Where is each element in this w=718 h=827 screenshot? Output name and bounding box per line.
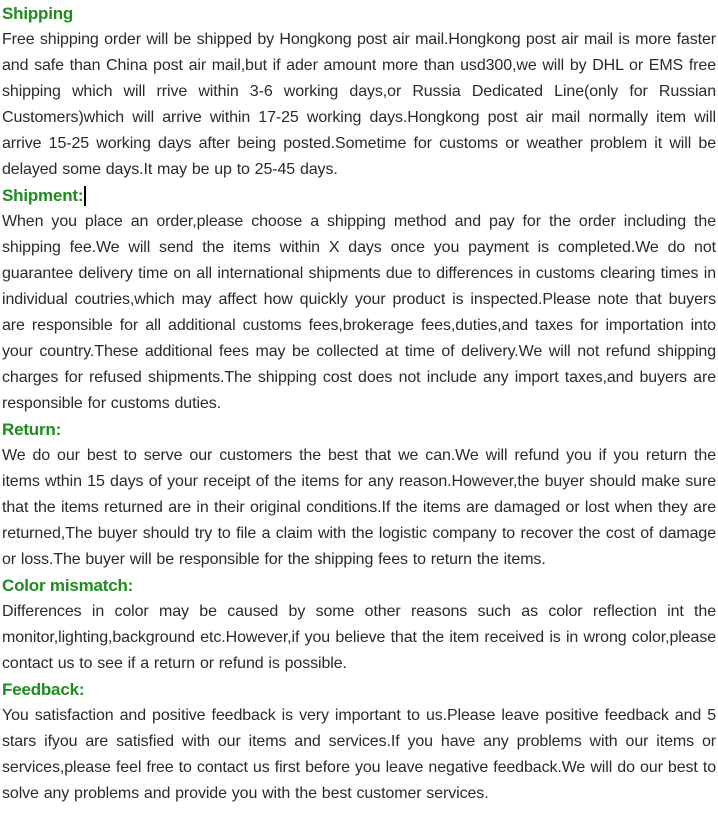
- section-shipment: [2, 183, 716, 417]
- section-heading-color-mismatch: Color mismatch:: [2, 576, 134, 595]
- text-cursor: [84, 186, 86, 206]
- section-shipping: [2, 1, 716, 183]
- section-paragraph-shipping: Free shipping order will be shipped by Hongkong post air mail.Hongkong post air mail is more faster and safe than China post air mail,but if ader amount more than usd300,we will by DHL or EMS free shipping which will rrive within 3-6 working days,or Russia Dedicated Line(only for Russian Customers)which will arrive within 17-25 working days.Hongkong post air mail normally item will arrive 15-25 working days after being posted.Sometime for customs or weather problem it will be delayed some days.It may be up to 25-45 days.: [2, 31, 716, 178]
- section-feedback: [2, 677, 716, 807]
- section-heading-row-feedback: [2, 677, 716, 703]
- section-paragraph-shipment: When you place an order,please choose a shipping method and pay for the order including the shipping fee.We will send the items within X days once you payment is completed.We do not guarantee delivery time on all international shipments due to differences in customs clearing times in individual coutries,which may affect how quickly your product is inspected.Please note that buyers are responsible for all additional customs fees,brokerage fees,duties,and taxes for importation into your country.These additional fees may be collected at time of delivery.We will not refund shipping charges for refused shipments.The shipping cost does not include any import taxes,and buyers are responsible for customs duties.: [2, 213, 716, 412]
- section-heading-row-return: [2, 417, 716, 443]
- section-heading-row-color-mismatch: [2, 573, 716, 599]
- section-paragraph-return: We do our best to serve our customers the best that we can.We will refund you if you return the items wthin 15 days of your receipt of the items for any reason.However,the buyer should make sure that the items returned are in their original conditions.If the items are damaged or lost when they are returned,The buyer should try to file a claim with the logistic company to recover the cost of damage or loss.The buyer will be responsible for the shipping fees to return the items.: [2, 447, 716, 568]
- section-return: [2, 417, 716, 573]
- section-heading-row-shipping: [2, 1, 716, 27]
- section-heading-shipping: Shipping: [2, 4, 74, 23]
- section-paragraph-feedback: You satisfaction and positive feedback is very important to us.Please leave positive feedback and 5 stars ifyou are satisfied with our items and services.If you have any problems with our items or services,please feel free to contact us first before you leave negative feedback.We will do our best to solve any problems and provide you with the best customer services.: [2, 707, 716, 802]
- section-heading-row-shipment: [2, 183, 716, 209]
- section-heading-feedback: Feedback:: [2, 680, 85, 699]
- section-heading-return: Return:: [2, 420, 62, 439]
- section-heading-shipment: Shipment:: [2, 186, 84, 205]
- section-color-mismatch: [2, 573, 716, 677]
- section-paragraph-color-mismatch: Differences in color may be caused by some other reasons such as color reflection int the monitor,lighting,background etc.However,if you believe that the item received is in wrong color,please contact us to see if a return or refund is possible.: [2, 603, 716, 672]
